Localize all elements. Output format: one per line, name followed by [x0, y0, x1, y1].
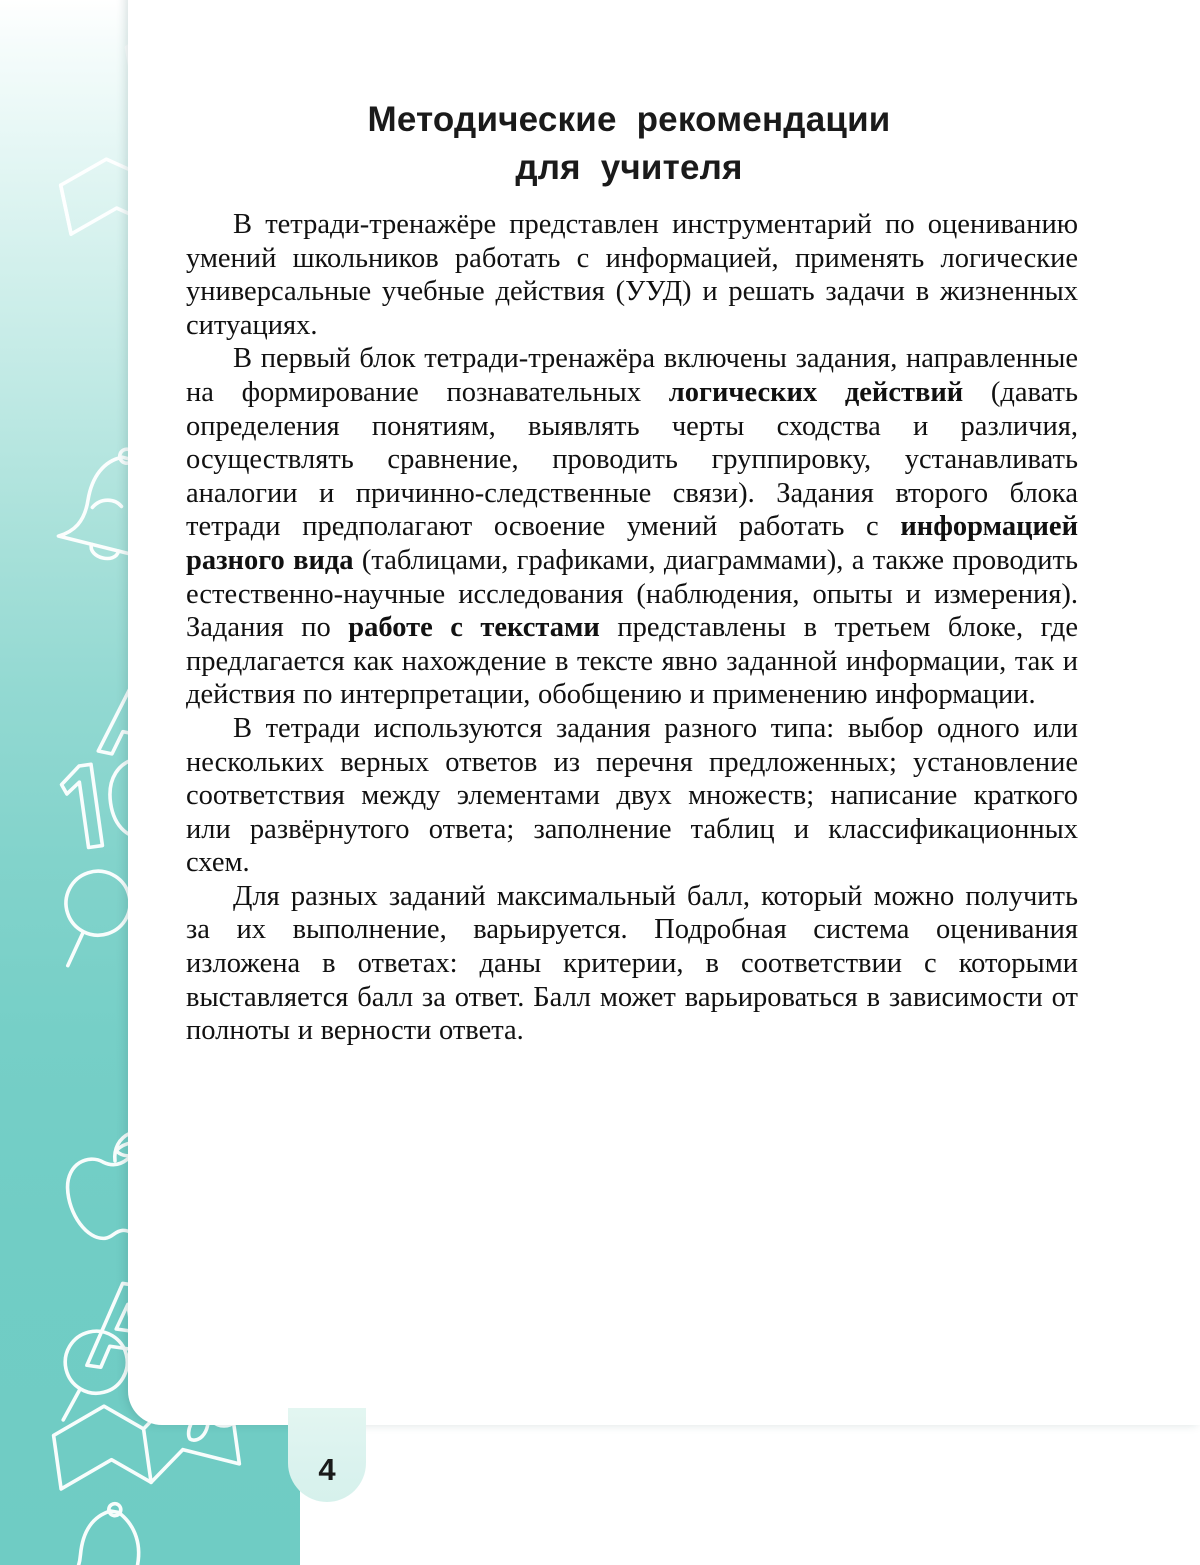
document-content: [186, 96, 1078, 1048]
page-number-badge: [288, 1408, 366, 1502]
paragraph: В тетради-тренажёре представлен инструментарий по оцениванию умений школьников работать с информацией, применять логические универсальные учебные действия (УУД) и решать задачи в жизненных ситуациях.: [186, 209, 1078, 341]
page-title-line-1: Методические рекомендации: [367, 100, 891, 139]
page-title: [186, 96, 1078, 192]
paragraph: В первый блок тетради-тренажёра включены задания, направленные на формирование познавательных логических действий (давать определения понятиям, выявлять черты сходства и различия, осуществлять сравнение, проводить группировку, устанавливать аналогии и причинно-следственные связи). Задания второго блока тетради предполагают освоение умений работать с информацией разного вида (таблицами, графиками, диаграммами), а также проводить естественно-научные исследования (наблюдения, опыты и измерения). Задания по работе с текстами представлены в третьем блоке, где предлагается как нахождение в тексте явно заданной информации, так и действия по интерпретации, обобщению и применению информации.: [186, 343, 1078, 711]
paragraph: В тетради используются задания разного типа: выбор одного или нескольких верных ответов из перечня предложенных; установление соответствия между элементами двух множеств; написание краткого или развёрнутого ответа; заполнение таблиц и классификационных схем.: [186, 712, 1078, 879]
bell-icon: [56, 1496, 165, 1565]
page-number: 4: [318, 1452, 336, 1487]
page-title-line-2: для учителя: [515, 148, 743, 187]
paragraph: Для разных заданий максимальный балл, который можно получить за их выполнение, варьируется. Подробная система оценивания изложена в ответах: даны критерии, в соответствии с которыми выставляется балл за ответ. Балл может варьироваться в зависимости от полноты и верности ответа.: [186, 880, 1078, 1047]
magnifier-icon: [44, 1325, 138, 1420]
